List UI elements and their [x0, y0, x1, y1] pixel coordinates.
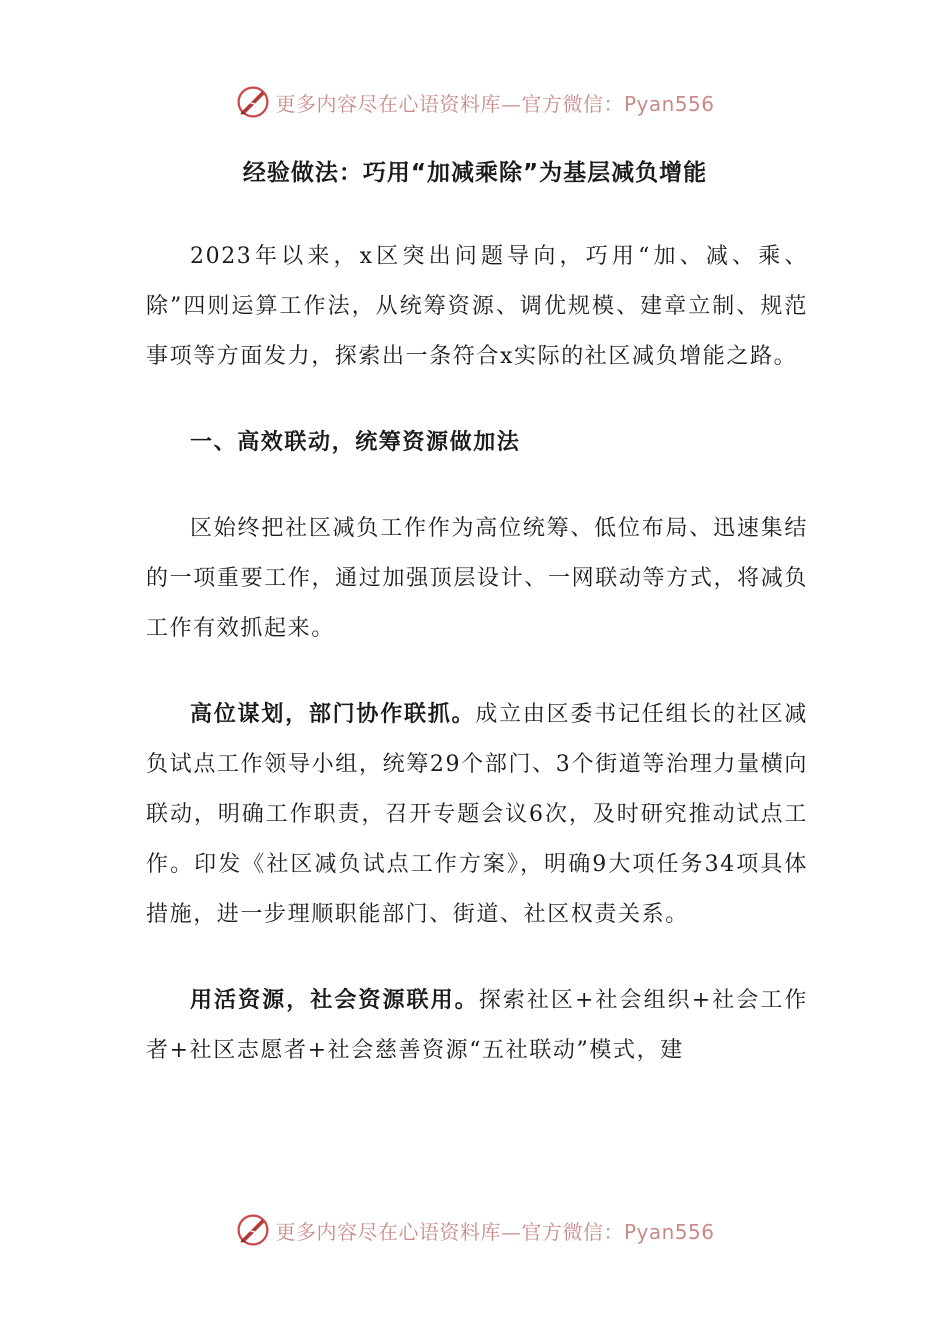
document-body: [146, 232, 808, 1076]
document-title: 经验做法：巧用“加减乘除”为基层减负增能: [242, 160, 708, 186]
pen-logo-icon: [235, 1212, 271, 1248]
watermark-text: 更多内容尽在心语资料库—官方微信：Pyan556: [275, 1219, 715, 1244]
spacer: [146, 654, 808, 690]
item-body-2: 探索社区+社会组织+社会工作者+社区志愿者+社会慈善资源“五社联动”模式，建: [146, 988, 808, 1063]
spacer: [146, 382, 808, 418]
watermark-footer: [0, 1210, 950, 1250]
item-lead-2: 用活资源，社会资源联用。: [190, 988, 479, 1013]
watermark-header: [0, 82, 950, 122]
intro-paragraph: 2023年以来，x区突出问题导向，巧用“加、减、乘、除”四则运算工作法，从统筹资源、调优规模、建章立制、规范事项等方面发力，探索出一条符合x实际的社区减负增能之路。: [146, 244, 808, 369]
item-lead-1: 高位谋划，部门协作联抓。: [190, 702, 476, 727]
item-body-1: 成立由区委书记任组长的社区减负试点工作领导小组，统筹29个部门、3个街道等治理力量横向联动，明确工作职责，召开专题会议6次，及时研究推动试点工作。印发《社区减负试点工作方案》，明确9大项任务34项具体措施，进一步理顺职能部门、街道、社区权责关系。: [146, 702, 808, 927]
section-heading: 一、高效联动，统筹资源做加法: [190, 430, 521, 455]
spacer: [146, 940, 808, 976]
spacer: [146, 468, 808, 504]
item-paragraph-2: [146, 976, 808, 1076]
item-paragraph-1: [146, 690, 808, 940]
section-paragraph: 区始终把社区减负工作作为高位统筹、低位布局、迅速集结的一项重要工作，通过加强顶层设计、一网联动等方式，将减负工作有效抓起来。: [146, 516, 808, 641]
watermark-text: 更多内容尽在心语资料库—官方微信：Pyan556: [275, 91, 715, 116]
pen-logo-icon: [235, 84, 271, 120]
